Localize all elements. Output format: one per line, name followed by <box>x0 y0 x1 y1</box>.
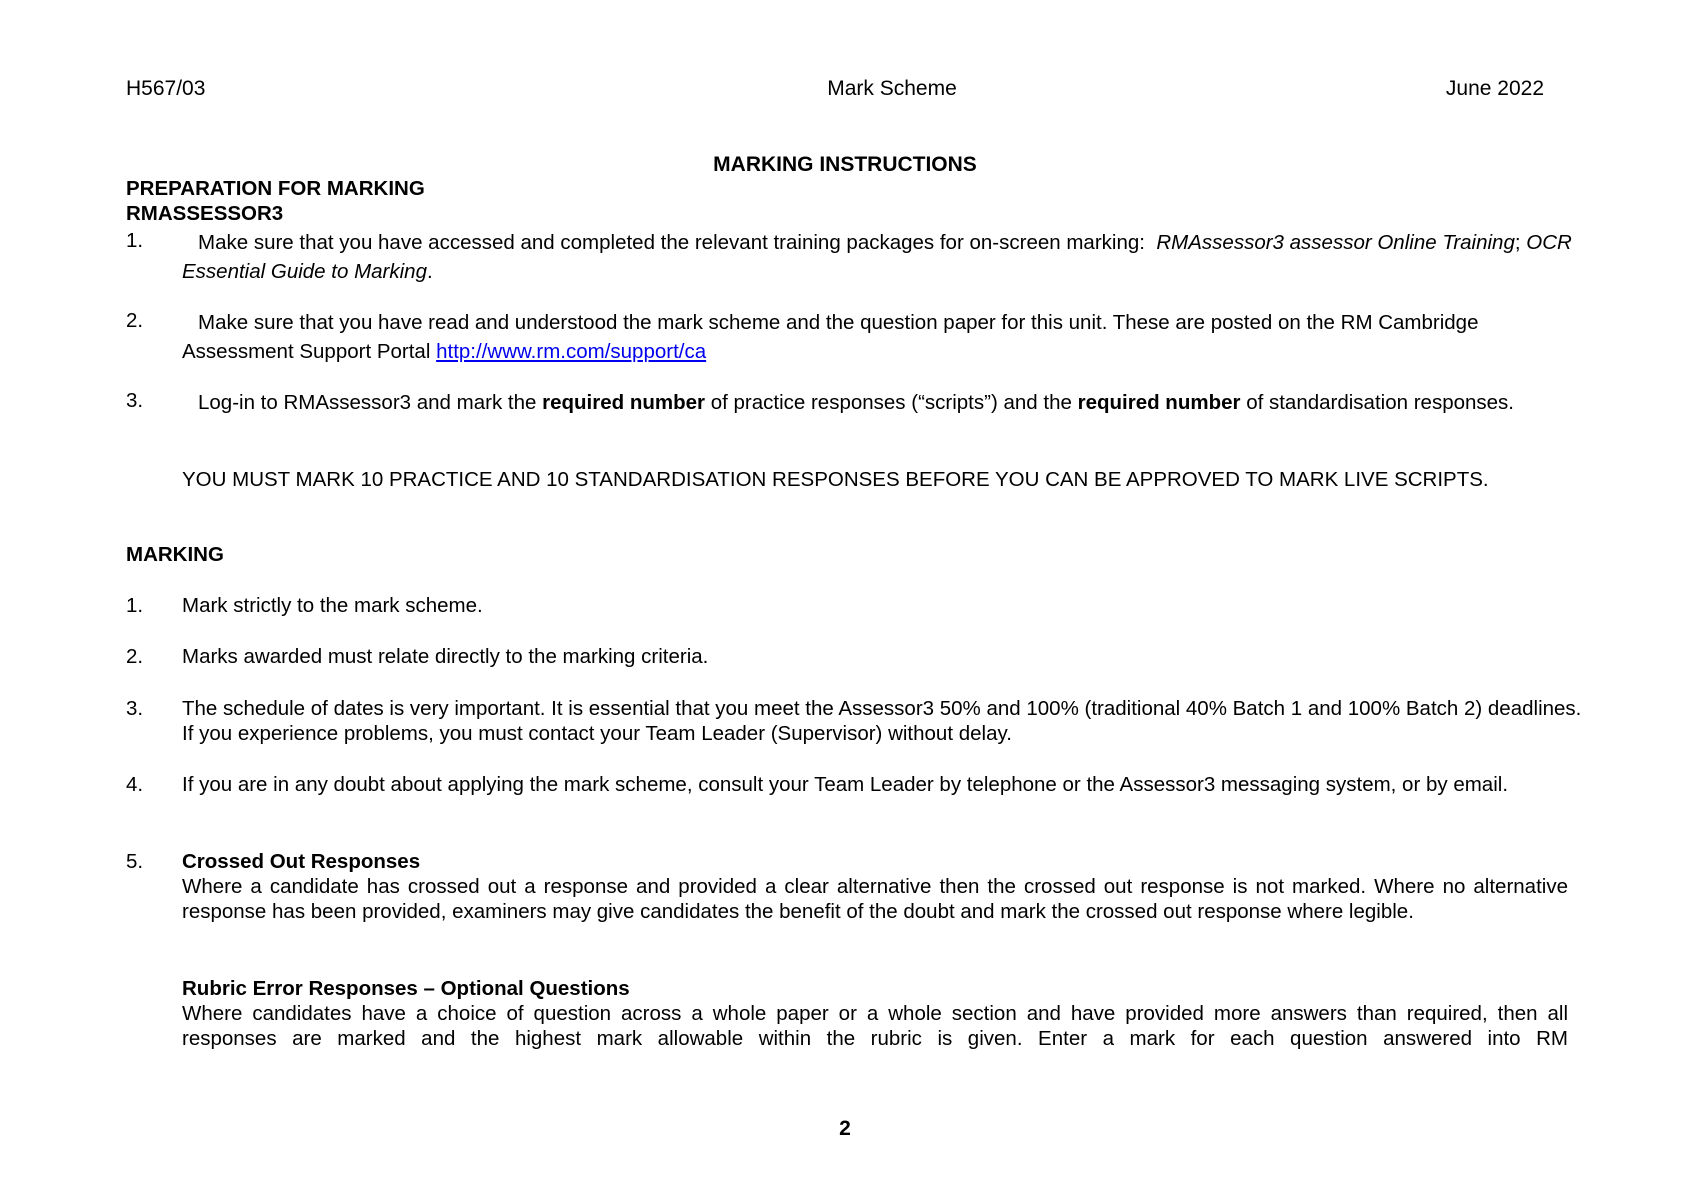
prep-item-1 <box>182 228 1574 286</box>
prep-item-1-number: 1. <box>126 229 144 252</box>
prep-item-2-text: Make sure that you have read and understood the mark scheme and the question paper for this unit. These are posted on the RM Cambridge Assessment Support Portal <box>182 311 1479 363</box>
prep-item-3-text-c: of standardisation responses. <box>1246 391 1514 414</box>
header-date: June 2022 <box>1445 77 1544 100</box>
prep-subheading: RMASSESSOR3 <box>126 202 284 225</box>
prep-item-2 <box>182 308 1574 366</box>
marking-item-1-text: Mark strictly to the mark scheme. <box>182 594 483 617</box>
prep-item-3-bold-b: required number <box>1077 391 1241 414</box>
prep-item-3-bold-a: required number <box>542 391 705 414</box>
prep-item-1-end: . <box>426 260 433 283</box>
marking-item-3-text: The schedule of dates is very important. It is essential that you meet the Assessor3 50% and 100% (traditional 40% Batch 1 and 100% Batch 2) deadlines. If you experience problems, you must contact your Team Leader (Supervisor) without delay. <box>182 697 1582 745</box>
marking-item-3-number: 3. <box>126 697 144 720</box>
prep-item-1-text: Make sure that you have accessed and completed the relevant training packages for on-screen marking: <box>198 231 1145 254</box>
marking-item-2-text: Marks awarded must relate directly to the marking criteria. <box>182 645 709 668</box>
prep-item-2-number: 2. <box>126 309 144 332</box>
marking-item-4-text: If you are in any doubt about applying the mark scheme, consult your Team Leader by telephone or the Assessor3 messaging system, or by email. <box>182 773 1509 796</box>
prep-item-1-guide-title: OCR Essential Guide to Marking <box>182 231 1572 283</box>
prep-item-3-text-a: Log-in to RMAssessor3 and mark the <box>198 391 537 414</box>
support-portal-link[interactable]: http://www.rm.com/support/ca <box>436 340 707 363</box>
prep-item-1-separator: ; <box>1514 231 1521 254</box>
prep-item-3-text-b: of practice responses (“scripts”) and the <box>710 391 1072 414</box>
header-document-title: Mark Scheme <box>827 77 957 100</box>
prep-heading: PREPARATION FOR MARKING <box>126 177 425 200</box>
prep-item-3 <box>182 388 1574 417</box>
page-number: 2 <box>839 1117 851 1140</box>
header-paper-code: H567/03 <box>126 77 206 100</box>
marking-item-5-number: 5. <box>126 850 144 873</box>
prep-item-1-training-title: RMAssessor3 assessor Online Training <box>1156 231 1515 254</box>
crossed-out-heading: Crossed Out Responses <box>182 850 421 873</box>
marking-heading: MARKING <box>126 543 224 566</box>
rubric-error-text: Where candidates have a choice of question across a whole paper or a whole section and have provided more answers than required, then all responses are marked and the highest mark allowable within the rubric is given. Enter a mark for each question answered into RM <box>182 1002 1568 1050</box>
standardisation-notice: YOU MUST MARK 10 PRACTICE AND 10 STANDARDISATION RESPONSES BEFORE YOU CAN BE APPROVED TO MARK LIVE SCRIPTS. <box>182 468 1489 491</box>
page-title: MARKING INSTRUCTIONS <box>713 153 977 176</box>
marking-item-2-number: 2. <box>126 645 144 668</box>
rubric-error-heading: Rubric Error Responses – Optional Questions <box>182 977 630 1000</box>
marking-item-1-number: 1. <box>126 594 144 617</box>
prep-item-3-number: 3. <box>126 389 144 412</box>
marking-item-4-number: 4. <box>126 773 144 796</box>
crossed-out-text: Where a candidate has crossed out a response and provided a clear alternative then the crossed out response is not marked. Where no alternative response has been provided, examiners may give candidates the benefit of the doubt and mark the crossed out response where legible. <box>182 875 1568 923</box>
